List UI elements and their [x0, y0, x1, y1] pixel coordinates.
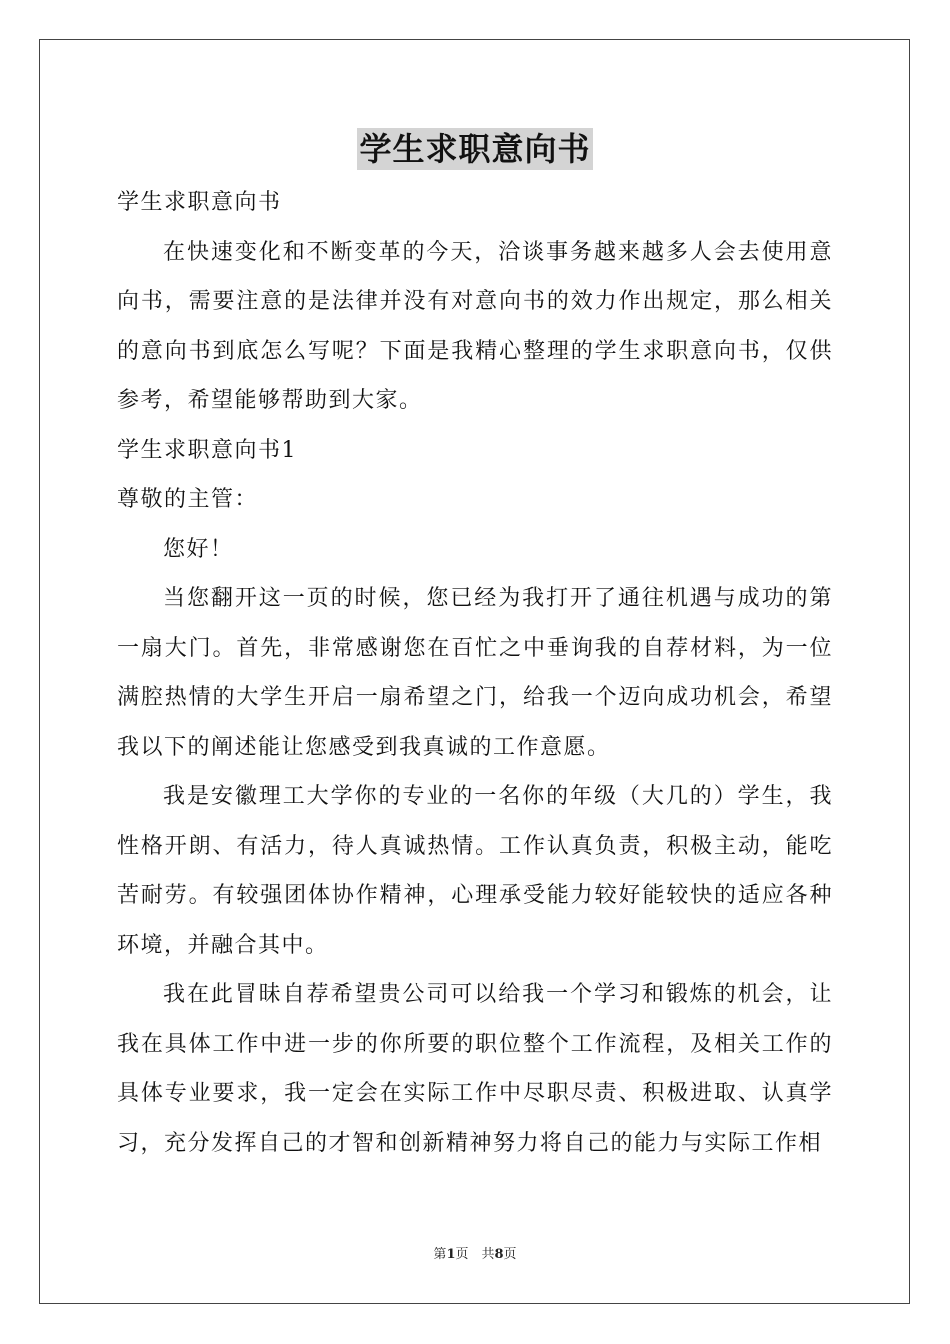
title-container: [0, 128, 950, 170]
document-title: 学生求职意向书: [359, 130, 591, 168]
paragraph: 在快速变化和不断变革的今天，洽谈事务越来越多人会去使用意向书，需要注意的是法律并没有对意向书的效力作出规定，那么相关的意向书到底怎么写呢？下面是我精心整理的学生求职意向书，仅供参考，希望能够帮助到大家。: [117, 239, 833, 413]
paragraph: 您好！: [163, 536, 234, 562]
footer-page-mid: 页 共: [455, 1247, 495, 1262]
paragraph: 尊敬的主管：: [117, 487, 259, 512]
paragraph: 学生求职意向书1: [117, 437, 297, 463]
footer-page-total: 8: [494, 1247, 504, 1262]
document-body: [117, 178, 833, 1168]
page-footer: [0, 1246, 950, 1264]
paragraph: 当您翻开这一页的时候，您已经为我打开了通往机遇与成功的第一扇大门。首先，非常感谢您在百忙之中垂询我的自荐材料，为一位满腔热情的大学生开启一扇希望之门，给我一个迈向成功机会，希望我以下的阐述能让您感受到我真诚的工作意愿。: [117, 586, 833, 760]
paragraph: 我在此冒昧自荐希望贵公司可以给我一个学习和锻炼的机会，让我在具体工作中进一步的你所要的职位整个工作流程，及相关工作的具体专业要求，我一定会在实际工作中尽职尽责、积极进取、认真学习，充分发挥自己的才智和创新精神努力将自己的能力与实际工作相: [117, 982, 833, 1156]
footer-page-prefix: 第: [433, 1247, 447, 1262]
footer-page-current: 1: [446, 1247, 456, 1262]
paragraph: 学生求职意向书: [117, 190, 282, 215]
paragraph: 我是安徽理工大学你的专业的一名你的年级（大几的）学生，我性格开朗、有活力，待人真诚热情。工作认真负责，积极主动，能吃苦耐劳。有较强团体协作精神，心理承受能力较好能较快的适应各种环境，并融合其中。: [117, 784, 833, 958]
footer-page-suffix: 页: [503, 1247, 517, 1262]
